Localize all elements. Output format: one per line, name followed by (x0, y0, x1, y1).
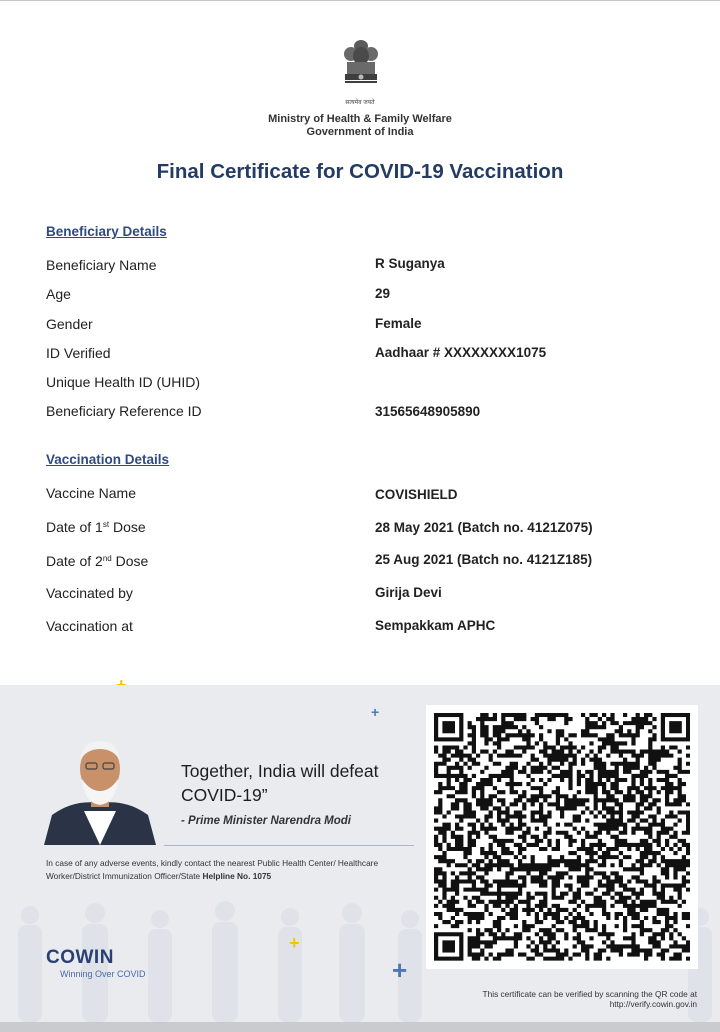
uhid-label: Unique Health ID (UHID) (46, 374, 201, 390)
pm-quote: Together, India will defeat COVID-19” (181, 761, 379, 805)
vaccinated-by-value: Girija Devi (375, 585, 442, 600)
age-label: Age (46, 286, 71, 302)
qr-code-icon (434, 713, 690, 961)
top-divider (0, 0, 720, 1)
ministry-name: Ministry of Health & Family Welfare (268, 113, 452, 125)
footer-panel (0, 685, 720, 1032)
first-dose-label (46, 519, 146, 535)
verification-line-1: This certificate can be verified by scanning the QR code at (482, 989, 697, 999)
prime-minister-photo (44, 733, 156, 845)
helpline-number: Helpline No. 1075 (202, 871, 272, 881)
second-dose-value: 25 Aug 2021 (Batch no. 4121Z185) (375, 552, 593, 567)
plus-icon: + (392, 955, 408, 985)
gender-value: Female (375, 316, 422, 331)
adverse-events-text: In case of any adverse events, kindly contact the nearest Public Health Center/ Healthcare Worker/District Immunization Officer/State (46, 858, 379, 881)
vaccine-name-label: Vaccine Name (46, 485, 137, 501)
beneficiary-reference-id-label: Beneficiary Reference ID (46, 403, 202, 419)
verification-url: http://verify.cowin.gov.in (609, 999, 697, 1009)
id-verified-value: Aadhaar # XXXXXXXX1075 (375, 345, 547, 360)
national-emblem-icon (339, 38, 383, 104)
beneficiary-reference-id-value: 31565648905890 (375, 404, 481, 419)
vaccination-at-label: Vaccination at (46, 618, 133, 634)
verification-note (397, 989, 697, 1009)
second-dose-label-suffix: Dose (111, 553, 149, 569)
plus-icon: + (289, 933, 300, 953)
adverse-events-notice (46, 857, 406, 883)
qr-finder-pattern (661, 713, 690, 741)
cowin-logo: COWIN (46, 947, 114, 968)
pm-quote-author: - Prime Minister Narendra Modi (181, 815, 351, 827)
quote-divider (164, 845, 414, 846)
first-dose-label-sup: st (102, 520, 110, 529)
cowin-tagline: Winning Over COVID (60, 969, 146, 979)
beneficiary-name-value: R Suganya (375, 256, 445, 271)
vaccination-at-value: Sempakkam APHC (375, 618, 496, 633)
government-name: Government of India (306, 126, 414, 138)
second-dose-label-sup: nd (102, 554, 112, 563)
second-dose-label-prefix: Date of 2 (46, 553, 103, 569)
second-dose-label (46, 553, 148, 569)
first-dose-value: 28 May 2021 (Batch no. 4121Z075) (375, 520, 593, 535)
vaccine-name-value: COVISHIELD (375, 487, 458, 502)
bottom-strip (0, 1022, 720, 1032)
qr-modules (434, 713, 690, 961)
vaccination-details-heading: Vaccination Details (46, 452, 170, 467)
qr-code-panel (426, 705, 698, 969)
beneficiary-details-heading: Beneficiary Details (46, 224, 167, 239)
first-dose-label-prefix: Date of 1 (46, 519, 103, 535)
vaccinated-by-label: Vaccinated by (46, 585, 133, 601)
plus-icon: + (371, 704, 380, 720)
first-dose-label-suffix: Dose (109, 519, 146, 535)
qr-finder-pattern (434, 713, 463, 741)
emblem-motto: सत्यमेव जयते (345, 100, 375, 106)
id-verified-label: ID Verified (46, 345, 111, 361)
beneficiary-name-label: Beneficiary Name (46, 257, 157, 273)
qr-finder-pattern (434, 932, 463, 960)
gender-label: Gender (46, 316, 93, 332)
certificate-title: Final Certificate for COVID-19 Vaccination (156, 160, 564, 183)
age-value: 29 (375, 286, 391, 301)
